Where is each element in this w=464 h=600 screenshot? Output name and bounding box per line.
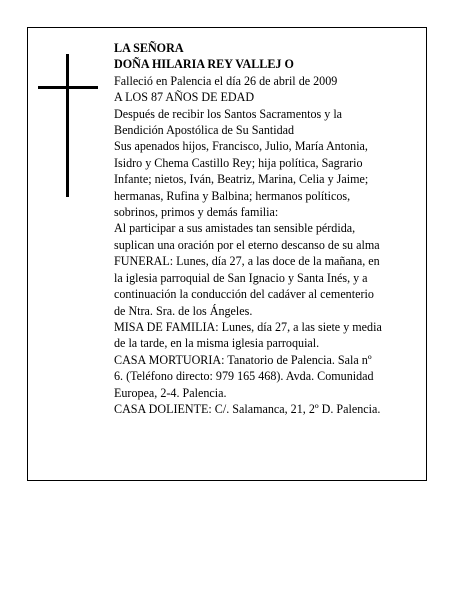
funeral-line: continuación la conducción del cadáver al cementerio	[114, 287, 374, 302]
body-line: Sus apenados hijos, Francisco, Julio, María Antonia,	[114, 139, 368, 154]
body-line: hermanas, Rufina y Balbina; hermanos políticos,	[114, 188, 351, 203]
funeral-home-line: CASA MORTUORIA: Tanatorio de Palencia. Sala nº	[114, 352, 372, 367]
family-mass-line: MISA DE FAMILIA: Lunes, día 27, a las siete y media	[114, 319, 382, 334]
funeral-home-line: 6. (Teléfono directo: 979 165 468). Avda. Comunidad	[114, 369, 374, 384]
family-mass-line: de la tarde, en la misma iglesia parroquial.	[114, 336, 320, 351]
body-line: suplican una oración por el eterno descanso de su alma	[114, 237, 380, 252]
family-home-line: CASA DOLIENTE: C/. Salamanca, 21, 2º D. Palencia.	[114, 401, 381, 416]
title-line: LA SEÑORA	[114, 41, 184, 55]
body-line: Bendición Apostólica de Su Santidad	[114, 123, 295, 138]
obituary-text	[114, 40, 418, 417]
body-line: Infante; nietos, Iván, Beatriz, Marina, Celia y Jaime;	[114, 172, 369, 187]
age-line: A LOS 87 AÑOS DE EDAD	[114, 90, 255, 105]
body-line: Después de recibir los Santos Sacramentos y la	[114, 106, 343, 121]
body-line: Al participar a sus amistades tan sensible pérdida,	[114, 221, 356, 236]
body-line: Isidro y Chema Castillo Rey; hija política, Sagrario	[114, 155, 363, 170]
funeral-line: la iglesia parroquial de San Ignacio y Santa Inés, y a	[114, 270, 368, 285]
funeral-home-line: Europea, 2-4. Palencia.	[114, 385, 227, 400]
deceased-name: DOÑA HILARIA REY VALLEJ O	[114, 57, 294, 72]
cross-icon-bar	[38, 86, 98, 89]
cross-icon	[66, 54, 69, 197]
funeral-line: FUNERAL: Lunes, día 27, a las doce de la mañana, en	[114, 254, 380, 269]
funeral-line: de Ntra. Sra. de los Ángeles.	[114, 303, 253, 318]
body-line: sobrinos, primos y demás familia:	[114, 205, 279, 220]
death-date-line: Falleció en Palencia el día 26 de abril de 2009	[114, 73, 338, 88]
